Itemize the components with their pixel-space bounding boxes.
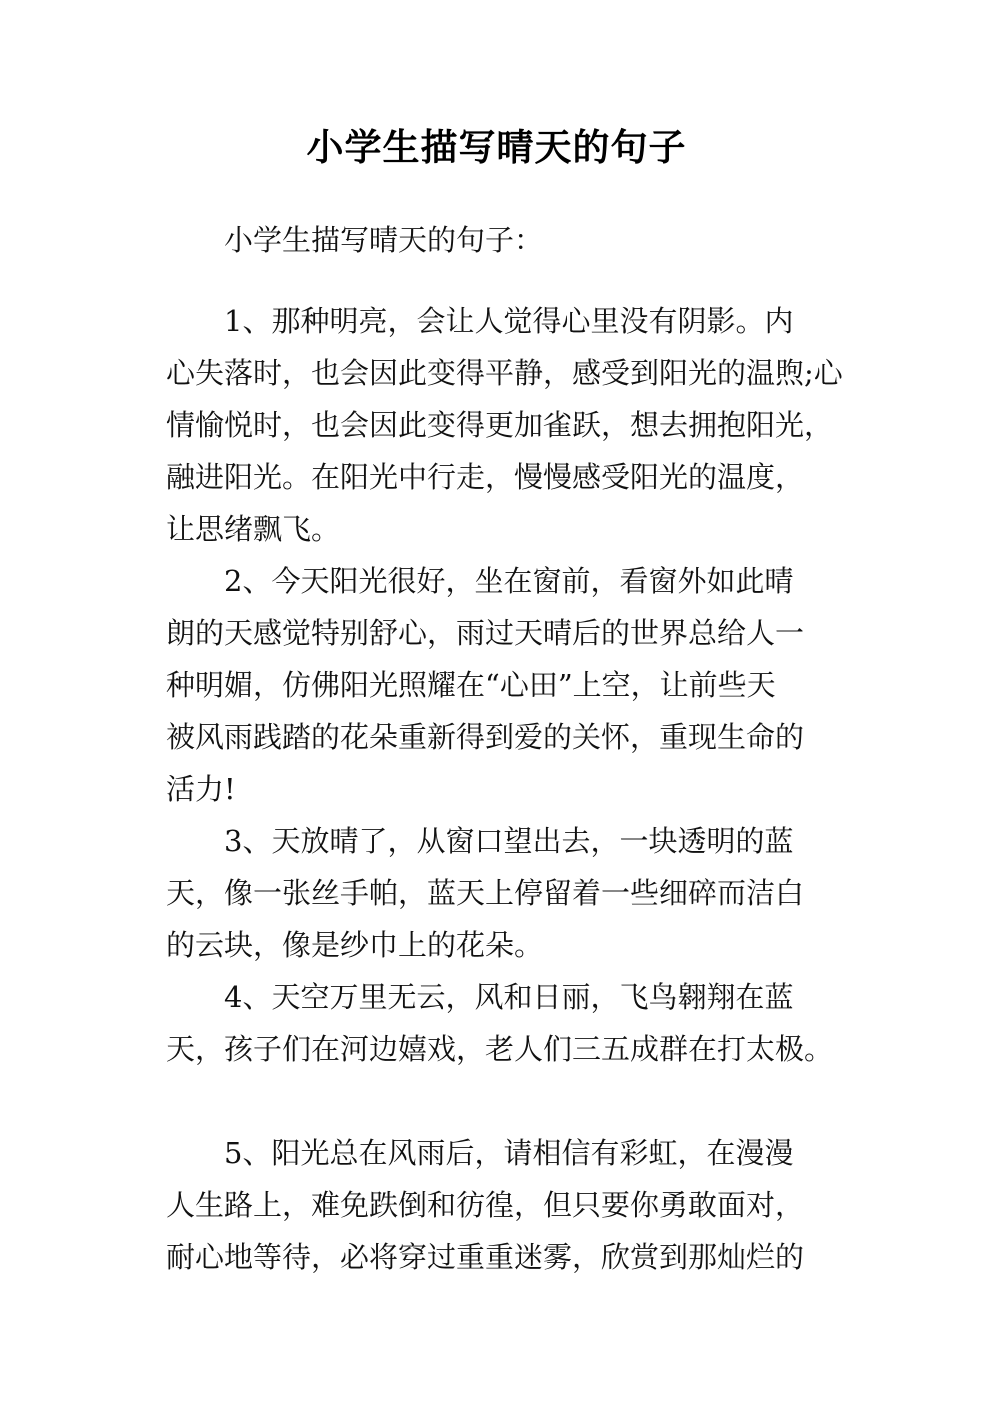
paragraph-2-line-1: 2、今天阳光很好，坐在窗前，看窗外如此晴 xyxy=(224,564,794,598)
paragraph-4-line-1: 4、天空万里无云，风和日丽，飞鸟翱翔在蓝 xyxy=(224,980,794,1014)
paragraph-2-line-5: 活力! xyxy=(166,772,236,806)
paragraph-2-line-3: 种明媚，仿佛阳光照耀在“心田”上空，让前些天 xyxy=(166,668,776,702)
paragraph-1-line-3: 情愉悦时，也会因此变得更加雀跃，想去拥抱阳光， xyxy=(166,408,834,442)
paragraph-4-line-2: 天，孩子们在河边嬉戏，老人们三五成群在打太极。 xyxy=(166,1032,834,1066)
paragraph-2-line-4: 被风雨践踏的花朵重新得到爱的关怀，重现生命的 xyxy=(166,720,805,754)
paragraph-3-line-1: 3、天放晴了，从窗口望出去，一块透明的蓝 xyxy=(224,824,794,858)
paragraph-1-line-2: 心失落时，也会因此变得平静，感受到阳光的温煦;心 xyxy=(166,356,843,390)
paragraph-1-line-4: 融进阳光。在阳光中行走，慢慢感受阳光的温度， xyxy=(166,460,805,494)
paragraph-5-line-3: 耐心地等待，必将穿过重重迷雾，欣赏到那灿烂的 xyxy=(166,1240,805,1274)
document-title: 小学生描写晴天的句子 xyxy=(306,126,687,169)
paragraph-3-line-2: 天，像一张丝手帕，蓝天上停留着一些细碎而洁白 xyxy=(166,876,805,910)
intro-line: 小学生描写晴天的句子： xyxy=(224,223,544,257)
paragraph-3-line-3: 的云块，像是纱巾上的花朵。 xyxy=(166,928,544,962)
paragraph-2-line-2: 朗的天感觉特别舒心，雨过天晴后的世界总给人一 xyxy=(166,616,805,650)
paragraph-1-line-1: 1、那种明亮，会让人觉得心里没有阴影。内 xyxy=(224,304,794,338)
paragraph-5-line-1: 5、阳光总在风雨后，请相信有彩虹，在漫漫 xyxy=(224,1136,794,1170)
paragraph-5-line-2: 人生路上，难免跌倒和彷徨，但只要你勇敢面对， xyxy=(166,1188,805,1222)
paragraph-1-line-5: 让思绪飘飞。 xyxy=(166,512,341,546)
